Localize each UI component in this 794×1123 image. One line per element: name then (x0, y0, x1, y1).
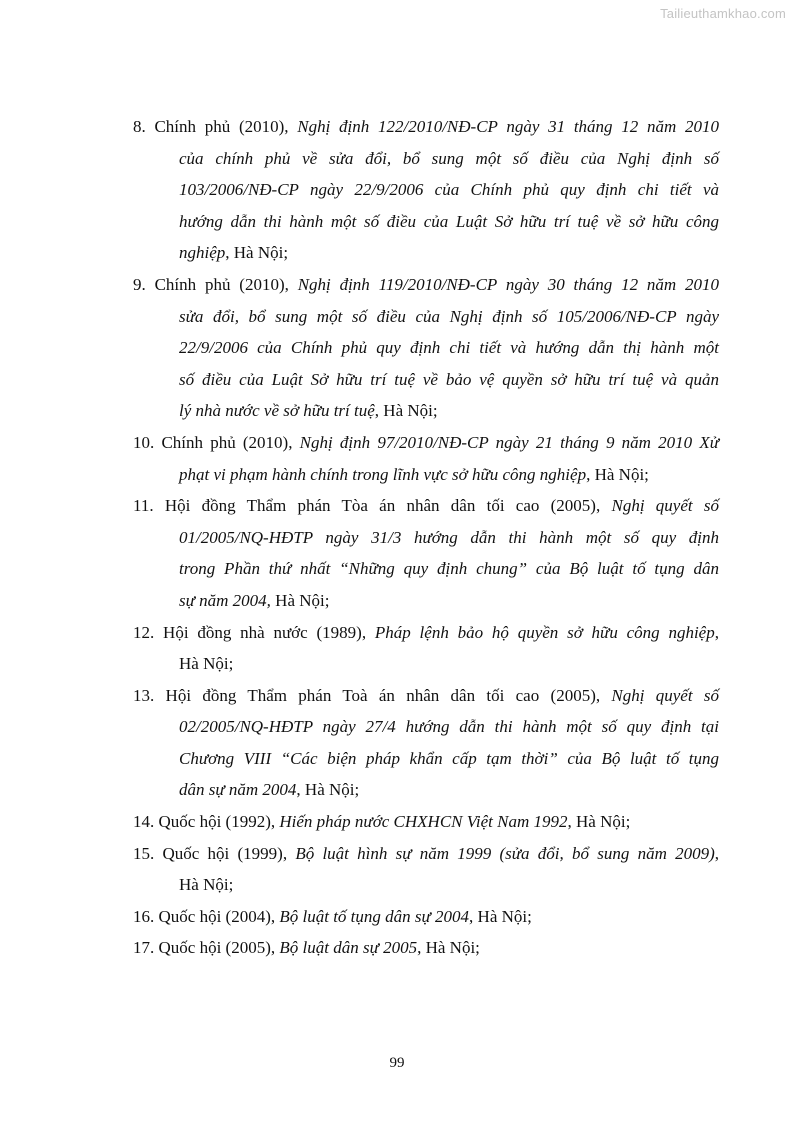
reference-line (133, 932, 719, 964)
reference-text: , Hà Nội; (567, 812, 631, 832)
reference-item (133, 838, 719, 901)
reference-text: 8. Chính phủ (2010), (133, 117, 298, 136)
reference-title-text: Chương VIII “Các biện pháp khẩn cấp tạm thời” của Bộ luật tố tụng (179, 748, 719, 768)
reference-title-text: Bộ luật tố tụng dân sự 2004 (279, 906, 470, 926)
reference-text: , Hà Nội; (586, 464, 649, 484)
reference-line (133, 332, 719, 364)
reference-title-text: Nghị định 122/2010/NĐ-CP ngày 31 tháng 12 năm 2010 (297, 117, 719, 136)
reference-title-text: Bộ luật dân sự 2005 (279, 938, 418, 958)
reference-title-text: sự năm 2004, (179, 590, 271, 610)
reference-text: , Hà Nội; (374, 401, 438, 421)
reference-line (133, 143, 719, 175)
reference-title-text: 103/2006/NĐ-CP ngày 22/9/2006 của Chính phủ quy định chi tiết và (179, 180, 719, 200)
reference-line (133, 869, 719, 901)
reference-item (133, 806, 719, 838)
reference-line (133, 585, 719, 617)
reference-line (133, 206, 719, 238)
reference-text: Hà Nội; (179, 654, 234, 674)
reference-line (133, 364, 719, 396)
reference-text: , Hà Nội; (417, 938, 480, 958)
reference-title-text: nghiệp (179, 243, 226, 263)
reference-title-text: 01/2005/NQ-HĐTP ngày 31/3 hướng dẫn thi hành một số quy định (179, 527, 719, 547)
reference-line (133, 553, 719, 585)
reference-text: , (714, 843, 719, 863)
reference-line (133, 237, 719, 269)
reference-line (133, 743, 719, 775)
reference-title-text: trong Phần thứ nhất “Những quy định chung” của Bộ luật tố tụng dân (179, 559, 719, 579)
reference-line (133, 111, 719, 143)
reference-title-text: Nghị quyết số (611, 496, 719, 516)
reference-title-text: Bộ luật hình sự năm 1999 (sửa đổi, bổ sung năm 2009) (295, 843, 715, 863)
reference-text: 14. Quốc hội (1992), (133, 812, 280, 832)
reference-item (133, 269, 719, 427)
reference-text: 15. Quốc hội (1999), (133, 843, 296, 863)
reference-line (133, 617, 719, 649)
reference-title-text: Nghị định 119/2010/NĐ-CP ngày 30 tháng 12 năm 2010 (297, 274, 719, 294)
watermark-text: Tailieuthamkhao.com (660, 6, 786, 21)
reference-line (133, 459, 719, 491)
reference-line (133, 395, 719, 427)
reference-text: Hà Nội; (179, 875, 234, 895)
reference-text: 10. Chính phủ (2010), (133, 432, 300, 452)
reference-text: 17. Quốc hội (2005), (133, 938, 280, 958)
reference-line (133, 301, 719, 333)
reference-text: Hà Nội; (270, 590, 330, 610)
reference-line (133, 806, 719, 838)
reference-title-text: sửa đổi, bổ sung một số điều của Nghị định số 105/2006/NĐ-CP ngày (179, 306, 719, 326)
reference-item (133, 617, 719, 680)
reference-line (133, 901, 719, 933)
reference-title-text: Pháp lệnh bảo hộ quyền sở hữu công nghiệp (374, 622, 715, 642)
reference-line (133, 711, 719, 743)
reference-title-text: 22/9/2006 của Chính phủ quy định chi tiết và hướng dẫn thị hành một (179, 338, 719, 358)
reference-text: , Hà Nội; (225, 243, 289, 263)
reference-item (133, 932, 719, 964)
reference-text: , Hà Nội; (296, 780, 360, 800)
reference-title-text: số điều của Luật Sở hữu trí tuệ về bảo vệ quyền sở hữu trí tuệ và quản (179, 369, 719, 389)
reference-title-text: dân sự năm 2004 (179, 780, 297, 800)
reference-line (133, 269, 719, 301)
reference-item (133, 427, 719, 490)
reference-line (133, 648, 719, 680)
reference-line (133, 522, 719, 554)
reference-title-text: Hiến pháp nước CHXHCN Việt Nam 1992 (279, 812, 568, 832)
reference-line (133, 838, 719, 870)
reference-text: 9. Chính phủ (2010), (133, 274, 298, 294)
reference-line (133, 680, 719, 712)
reference-title-text: 02/2005/NQ-HĐTP ngày 27/4 hướng dẫn thi hành một số quy định tại (179, 717, 719, 737)
reference-title-text: Nghị định 97/2010/NĐ-CP ngày 21 tháng 9 năm 2010 Xử (299, 432, 719, 452)
page-number: 99 (389, 1055, 405, 1071)
reference-item (133, 680, 719, 806)
reference-title-text: của chính phủ về sửa đổi, bổ sung một số điều của Nghị định số (179, 148, 719, 168)
reference-title-text: phạt vi phạm hành chính trong lĩnh vực sở hữu công nghiệp (179, 464, 587, 484)
reference-title-text: hướng dẫn thi hành một số điều của Luật Sở hữu trí tuệ về sở hữu công (179, 211, 719, 231)
reference-line (133, 490, 719, 522)
reference-text: 13. Hội đồng Thẩm phán Toà án nhân dân tối cao (2005), (133, 685, 612, 705)
reference-item (133, 901, 719, 933)
reference-text: , (714, 622, 719, 642)
reference-text: 11. Hội đồng Thẩm phán Tòa án nhân dân tối cao (2005), (133, 496, 612, 516)
reference-text: 12. Hội đồng nhà nước (1989), (133, 622, 375, 642)
reference-line (133, 174, 719, 206)
reference-title-text: lý nhà nước về sở hữu trí tuệ (179, 401, 375, 421)
reference-title-text: Nghị quyết số (611, 685, 719, 705)
reference-text: 16. Quốc hội (2004), (133, 906, 280, 926)
reference-text: , Hà Nội; (469, 906, 532, 926)
reference-line (133, 427, 719, 459)
reference-list (133, 111, 719, 964)
reference-line (133, 774, 719, 806)
reference-item (133, 490, 719, 616)
reference-item (133, 111, 719, 269)
